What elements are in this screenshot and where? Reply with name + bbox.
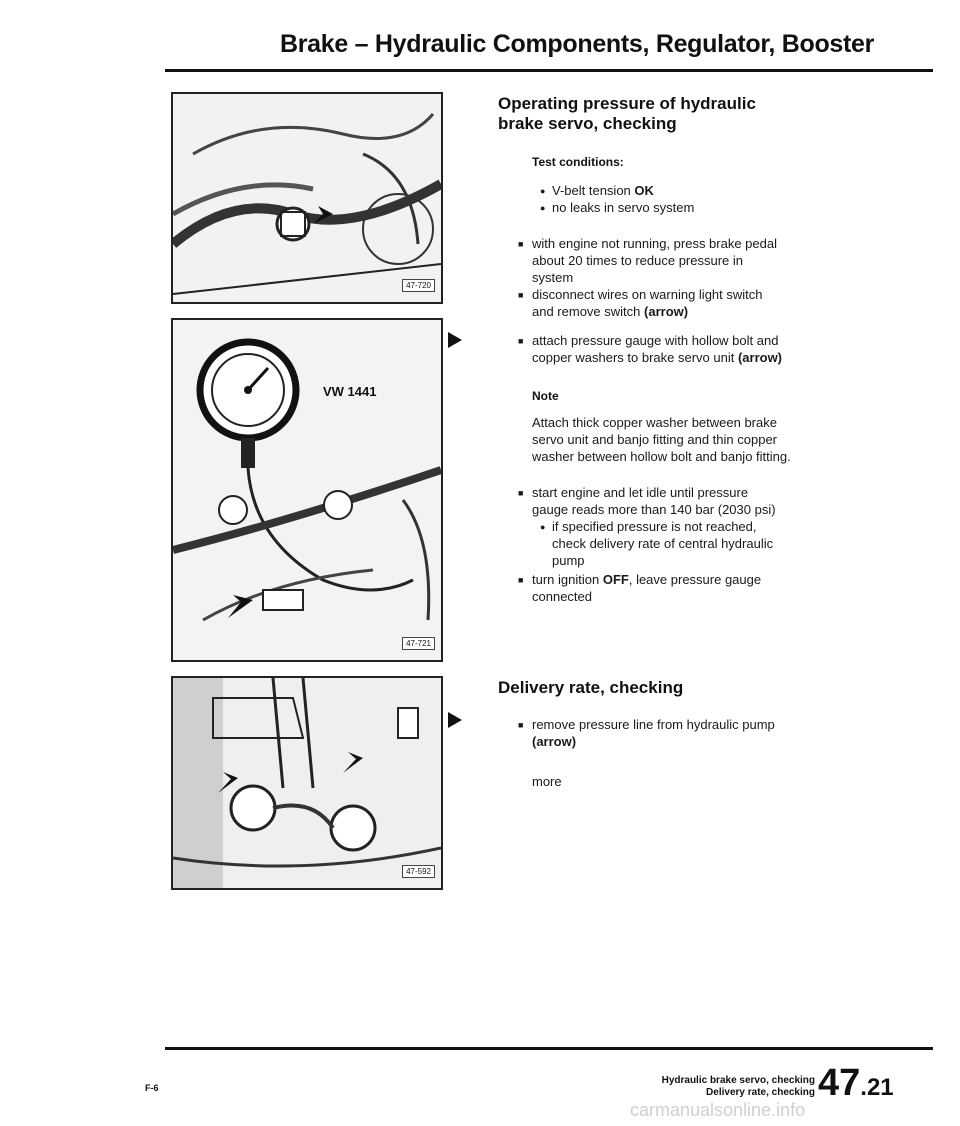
step-line: pump xyxy=(552,553,585,568)
step-item xyxy=(532,484,776,518)
note-line: servo unit and banjo fitting and thin copper xyxy=(532,432,778,447)
watermark: carmanualsonline.info xyxy=(630,1100,806,1120)
condition-text: V-belt tension xyxy=(552,183,631,198)
step-line-wrap xyxy=(532,303,763,320)
step-line-wrap xyxy=(532,349,782,366)
step-line: about 20 times to reduce pressure in xyxy=(532,253,744,268)
step-line: ■ attach pressure gauge with hollow bolt and xyxy=(532,333,779,348)
step-line-wrap xyxy=(532,571,761,588)
step-item xyxy=(532,716,775,750)
step-item xyxy=(532,332,782,366)
step-line: gauge reads more than 140 bar (2030 psi) xyxy=(532,502,776,517)
condition-bold: OK xyxy=(634,183,654,198)
condition-item xyxy=(552,182,654,199)
step-line: connected xyxy=(532,589,592,604)
condition-text: no leaks in servo system xyxy=(552,200,695,215)
footer-desc-line: Delivery rate, checking xyxy=(706,1087,815,1098)
note-line: Attach thick copper washer between brake xyxy=(532,415,777,430)
note-label: Note xyxy=(532,389,559,403)
figure-engine-switch xyxy=(171,92,443,304)
step-line: system xyxy=(532,270,574,285)
section-heading xyxy=(498,94,756,134)
reference-arrow-icon xyxy=(448,332,462,348)
step-line: turn ignition xyxy=(532,572,600,587)
footer-description xyxy=(600,1075,815,1099)
step-line: ● if specified pressure is not reached, xyxy=(552,519,757,534)
page-number xyxy=(818,1063,894,1108)
pressure-gauge-illustration xyxy=(173,320,441,660)
test-conditions-label: Test conditions: xyxy=(532,155,624,169)
note-text xyxy=(532,414,791,465)
hydraulic-pump-illustration xyxy=(173,678,441,888)
header-divider xyxy=(165,69,933,72)
step-line: and remove switch xyxy=(532,304,641,319)
footer-divider xyxy=(165,1047,933,1050)
step-line: , leave pressure gauge xyxy=(628,572,762,587)
step-arrow-ref: (arrow) xyxy=(644,304,689,319)
step-line: ■ with engine not running, press brake pedal xyxy=(532,236,777,251)
step-line: check delivery rate of central hydraulic xyxy=(552,536,774,551)
section-heading: Delivery rate, checking xyxy=(498,678,684,697)
page-number-main: 47 xyxy=(818,1062,861,1104)
step-line: ■ remove pressure line from hydraulic pump xyxy=(532,717,775,732)
condition-item xyxy=(552,199,694,216)
continued-text: more xyxy=(532,774,562,789)
step-off: OFF xyxy=(602,572,629,587)
engine-switch-illustration xyxy=(173,94,441,302)
step-item xyxy=(532,571,761,605)
step-line: ■ disconnect wires on warning light switch xyxy=(532,287,763,302)
heading-line: Operating pressure of hydraulic xyxy=(498,94,756,113)
step-item xyxy=(532,286,763,320)
figure-number: 47-720 xyxy=(402,279,435,292)
step-line: ■ start engine and let idle until pressure xyxy=(532,485,749,500)
step-arrow-ref: (arrow) xyxy=(737,350,783,365)
figure-pressure-gauge xyxy=(171,318,443,662)
reference-arrow-icon xyxy=(448,712,462,728)
figure-number: 47-721 xyxy=(402,637,435,650)
step-line: copper washers to brake servo unit xyxy=(532,350,735,365)
step-arrow-ref: (arrow) xyxy=(532,734,577,749)
footer-desc-line: Hydraulic brake servo, checking xyxy=(661,1075,815,1086)
note-line: washer between hollow bolt and banjo fitting. xyxy=(532,449,791,464)
footer-code: F-6 xyxy=(145,1083,159,1093)
heading-line: brake servo, checking xyxy=(498,114,677,133)
figure-hydraulic-pump xyxy=(171,676,443,890)
figure-number: 47-592 xyxy=(402,865,435,878)
tool-label: VW 1441 xyxy=(323,384,377,399)
page-title: Brake – Hydraulic Components, Regulator, Booster xyxy=(280,30,875,58)
page-number-sub: .21 xyxy=(860,1074,894,1101)
step-item xyxy=(532,235,777,286)
sub-step-item xyxy=(552,518,773,569)
